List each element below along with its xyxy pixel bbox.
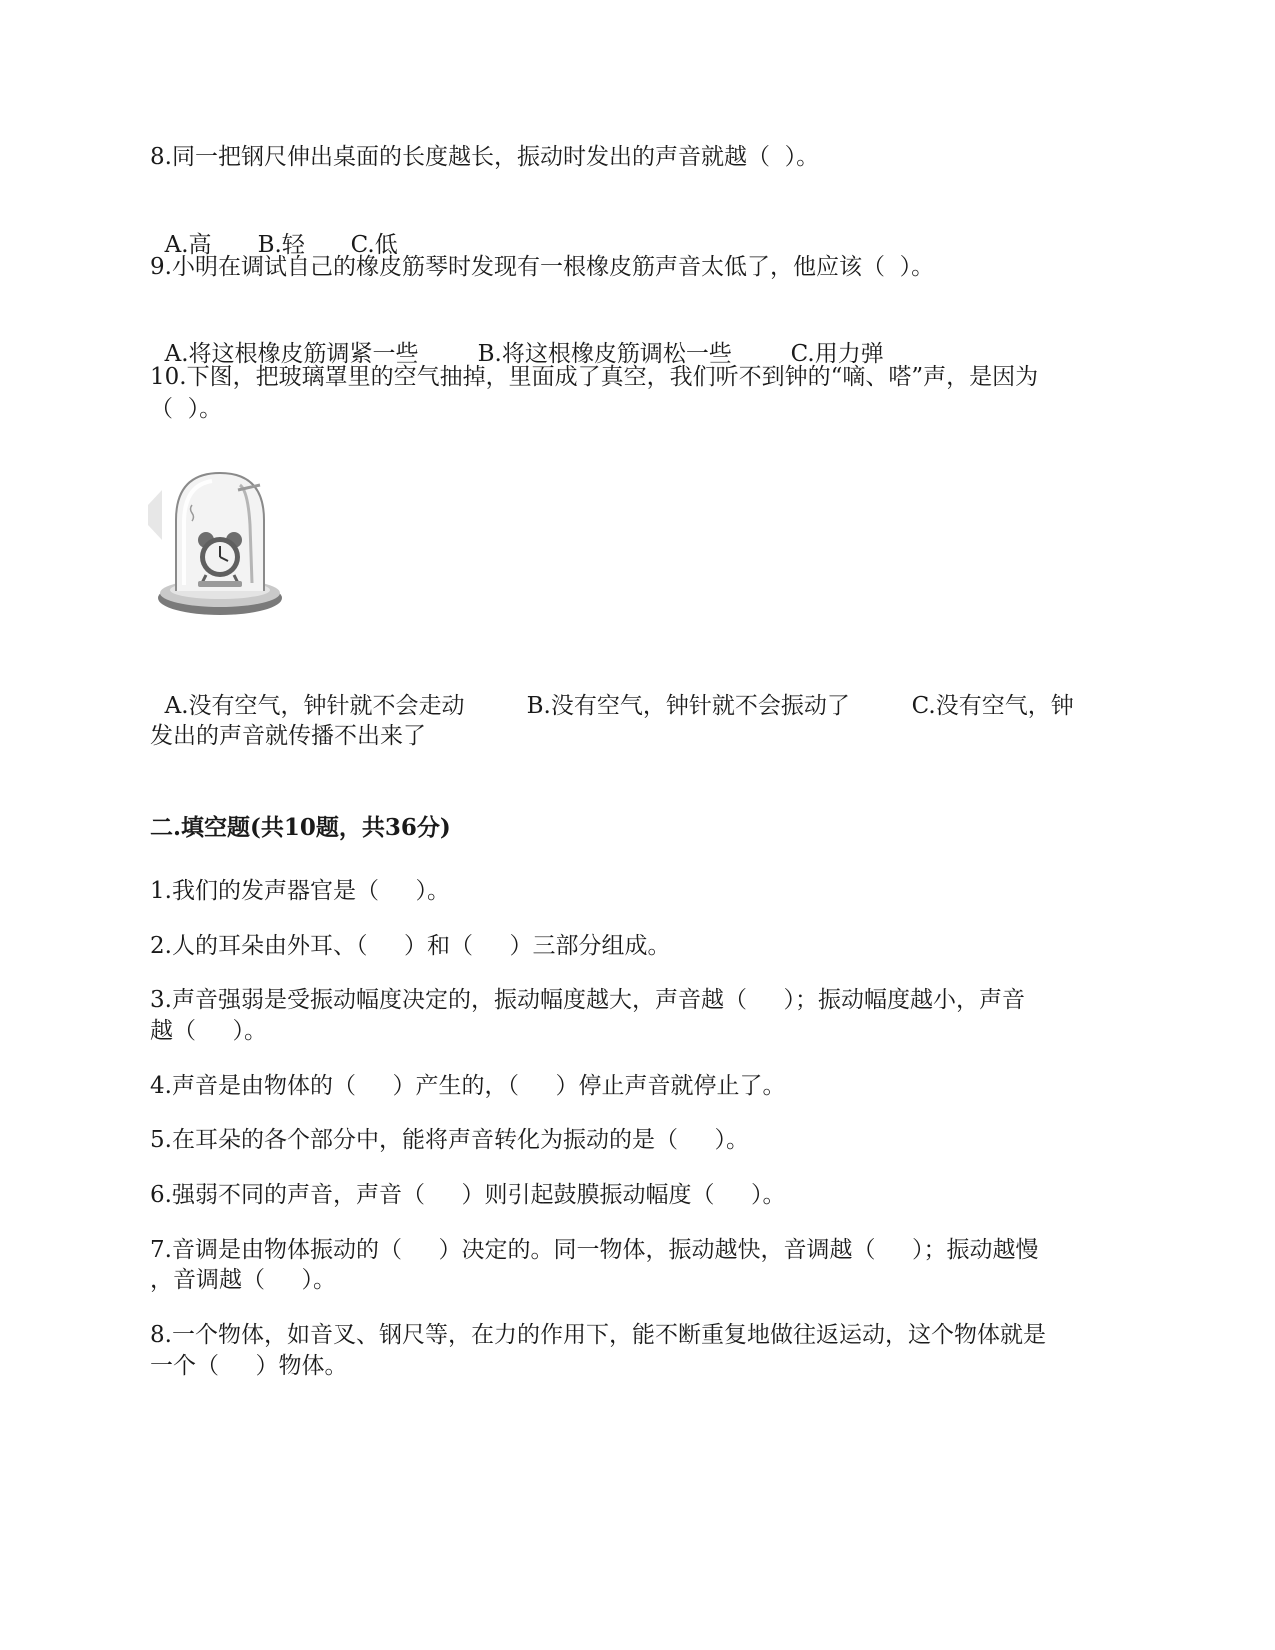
bell-jar-clock-image <box>148 465 288 625</box>
fill-question-8-line1: 8.一个物体，如音叉、钢尺等，在力的作用下，能不断重复地做往返运动，这个物体就是 <box>150 1322 1046 1348</box>
fill-question-4: 4.声音是由物体的（ ）产生的，（ ）停止声音就停止了。 <box>150 1073 786 1099</box>
fill-question-8-line2: 一个（ ）物体。 <box>150 1353 348 1379</box>
question-10-option-continuation: 发出的声音就传播不出来了 <box>150 723 426 749</box>
option-a[interactable]: A.高 <box>164 232 212 258</box>
section-title: 二.填空题(共10题，共36分) <box>150 814 451 841</box>
option-b[interactable]: B.没有空气，钟针就不会振动了 <box>526 693 850 719</box>
fill-question-2: 2.人的耳朵由外耳、（ ）和（ ）三部分组成。 <box>150 933 671 959</box>
question-9-stem: 9.小明在调试自己的橡皮筋琴时发现有一根橡皮筋声音太低了，他应该（ ）。 <box>150 254 935 280</box>
fill-question-7-line1: 7.音调是由物体振动的（ ）决定的。同一物体，振动越快，音调越（ ）；振动越慢 <box>150 1237 1039 1263</box>
fill-question-1: 1.我们的发声器官是（ ）。 <box>150 878 450 904</box>
fill-question-7-line2: ，音调越（ ）。 <box>150 1267 337 1293</box>
question-10-stem-line1: 10.下图，把玻璃罩里的空气抽掉，里面成了真空，我们听不到钟的“嘀、嗒”声，是因为 <box>150 364 1039 390</box>
fill-question-3-line1: 3.声音强弱是受振动幅度决定的，振动幅度越大，声音越（ ）；振动幅度越小，声音 <box>150 987 1025 1013</box>
option-c[interactable]: C.用力弹 <box>790 341 884 367</box>
fill-question-3-line2: 越（ ）。 <box>150 1018 268 1044</box>
fill-question-5: 5.在耳朵的各个部分中，能将声音转化为振动的是（ ）。 <box>150 1127 749 1153</box>
option-b[interactable]: B.轻 <box>257 232 305 258</box>
question-8-stem: 8.同一把钢尺伸出桌面的长度越长，振动时发出的声音就越（ ）。 <box>150 144 820 170</box>
option-c[interactable]: C.低 <box>350 232 398 258</box>
option-b[interactable]: B.将这根橡皮筋调松一些 <box>477 341 732 367</box>
question-10-options <box>150 658 1074 722</box>
option-c[interactable]: C.没有空气，钟 <box>911 693 1074 719</box>
question-10-stem-line2: （ ）。 <box>150 396 223 422</box>
option-a[interactable]: A.没有空气，钟针就不会走动 <box>164 693 465 719</box>
option-a[interactable]: A.将这根橡皮筋调紧一些 <box>164 341 419 367</box>
fill-question-6: 6.强弱不同的声音，声音（ ）则引起鼓膜振动幅度（ ）。 <box>150 1182 786 1208</box>
